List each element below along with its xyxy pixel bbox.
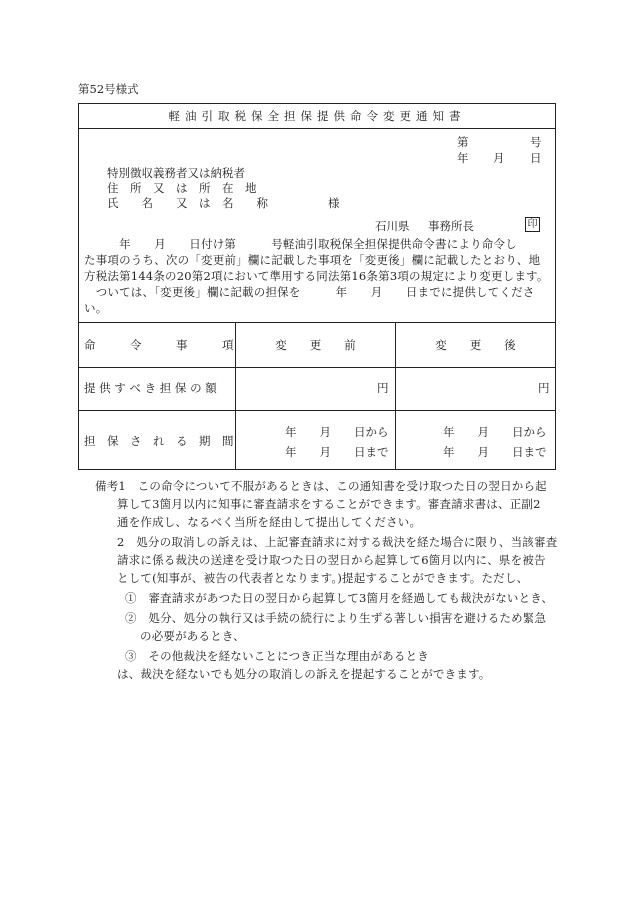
security-amount-label: 提 供 す べ き 担 保 の 額 xyxy=(84,381,217,395)
table-header-after-change: 変 更 後 xyxy=(435,338,516,352)
note-line: 通を作成し、なるべく当所を経由して提出してください。 xyxy=(117,515,422,529)
addressee-type: 特別徴収義務者又は納税者 xyxy=(107,166,245,180)
security-period-label: 担 保 さ れ る 期 間 xyxy=(84,434,234,448)
body-text-line: 年 月 日付け第 号軽油引取税保全担保提供命令書により命令し xyxy=(84,237,517,251)
period-before-from: 年 月 日から xyxy=(285,425,389,439)
note-line: 2 処分の取消しの訴えは、上記審査請求に対する裁決を経た場合に限り、当該審査 xyxy=(117,535,558,549)
document-title: 軽油引取税保全担保提供命令変更通知書 xyxy=(168,109,466,123)
amount-before-unit: 円 xyxy=(377,381,389,395)
addressee-honorific: 様 xyxy=(328,196,340,210)
seal-stamp: 印 xyxy=(525,217,540,232)
issuer-office: 事務所長 xyxy=(428,219,474,233)
body-text-line: 方税法第144条の20第2項において準用する同法第16条第3項の規定により変更します。 xyxy=(84,269,549,283)
form-number: 第52号様式 xyxy=(78,82,139,96)
amount-after-unit: 円 xyxy=(538,381,550,395)
table-row-divider-2 xyxy=(78,410,556,411)
document-number-suffix: 号 xyxy=(530,135,542,149)
title-divider xyxy=(78,128,556,129)
document-number-label: 第 xyxy=(457,135,469,149)
body-text-line: い。 xyxy=(84,301,108,315)
note-line: ③ その他裁決を経ないことにつき正当な理由があるとき xyxy=(125,649,429,663)
body-text-line: ついては、「変更後」欄に記載の担保を 年 月 日までに提供してくださ xyxy=(84,285,535,299)
body-text-line: た事項のうち、次の「変更前」欄に記載した事項を「変更後」欄に記載したとおり、地 xyxy=(84,253,541,267)
note-line: ① 審査請求があつた日の翌日から起算して3箇月を経過しても裁決がないとき、 xyxy=(125,591,554,605)
period-before-to: 年 月 日まで xyxy=(285,445,389,459)
note-line: は、裁決を経ないでも処分の取消しの訴えを提起することができます。 xyxy=(117,667,491,681)
note-line: 算して3箇月以内に知事に審査請求をすることができます。審査請求書は、正副2 xyxy=(117,497,541,511)
note-line: ② 処分、処分の執行又は手続の続行により生ずる著しい損害を避けるため緊急 xyxy=(125,611,547,625)
date-month: 月 xyxy=(493,151,505,165)
addressee-address-label: 住 所 又 は 所 在 地 xyxy=(107,181,257,195)
date-year: 年 xyxy=(457,151,469,165)
note-line: 備考1 この命令について不服があるときは、この通知書を受け取つた日の翌日から起 xyxy=(95,479,547,493)
table-row-divider-1 xyxy=(78,367,556,368)
table-header-order-item: 命 令 事 項 xyxy=(84,338,234,352)
issuer-prefecture: 石川県 xyxy=(375,219,410,233)
table-top-border xyxy=(78,322,556,323)
period-after-to: 年 月 日まで xyxy=(443,445,547,459)
note-line: 請求に係る裁決の送達を受け取つた日の翌日から起算して6箇月以内に、県を被告 xyxy=(117,553,546,567)
note-line: として(知事が、被告の代表者となります。)提起することができます。ただし、 xyxy=(117,571,529,585)
table-header-before-change: 変 更 前 xyxy=(275,338,356,352)
addressee-name-label: 氏 名 又 は 名 称 xyxy=(107,196,268,210)
note-line: の必要があるとき、 xyxy=(140,629,245,643)
date-day: 日 xyxy=(530,151,542,165)
period-after-from: 年 月 日から xyxy=(443,425,547,439)
